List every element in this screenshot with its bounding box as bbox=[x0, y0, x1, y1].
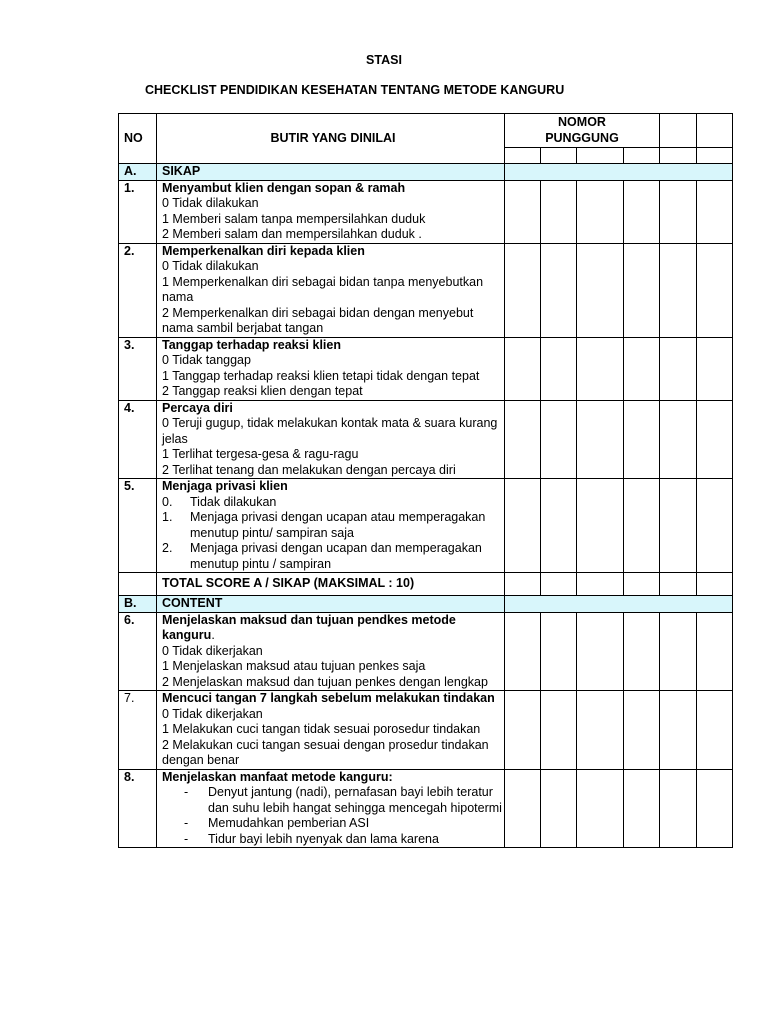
item-title-text: Tanggap terhadap reaksi klien bbox=[162, 337, 341, 352]
checklist-item-row bbox=[119, 180, 733, 243]
score-criterion: 0 Teruji gugup, tidak melakukan kontak mata & suara kurang jelas bbox=[162, 416, 498, 446]
score-criterion: 1 Terlihat tergesa-gesa & ragu-ragu bbox=[162, 447, 359, 461]
list-text: Tidur bayi lebih nyenyak dan lama karena bbox=[208, 831, 439, 846]
score-criterion: 0 Tidak tanggap bbox=[162, 353, 251, 367]
item-number: 4. bbox=[119, 400, 157, 479]
score-cell[interactable] bbox=[660, 479, 697, 573]
item-number: 5. bbox=[119, 479, 157, 573]
score-col-header bbox=[697, 114, 733, 148]
header-nomor: NOMOR bbox=[558, 115, 606, 129]
total-number bbox=[119, 573, 157, 596]
list-marker: 0. bbox=[162, 494, 173, 509]
score-cell[interactable] bbox=[660, 180, 697, 243]
criteria-list-item bbox=[162, 510, 504, 541]
list-marker: - bbox=[184, 831, 189, 846]
score-cell[interactable] bbox=[624, 180, 660, 243]
score-cell[interactable] bbox=[505, 769, 541, 848]
score-cell[interactable] bbox=[624, 243, 660, 337]
section-number: A. bbox=[119, 164, 157, 181]
score-cell[interactable] bbox=[660, 400, 697, 479]
item-title bbox=[162, 479, 504, 495]
score-col-header bbox=[660, 114, 697, 148]
list-text: Menjaga privasi dengan ucapan atau memperagakan menutup pintu/ sampiran saja bbox=[190, 510, 486, 540]
checklist-item-row bbox=[119, 400, 733, 479]
score-cell[interactable] bbox=[505, 243, 541, 337]
score-cell[interactable] bbox=[577, 769, 624, 848]
item-title bbox=[162, 401, 504, 417]
score-cell[interactable] bbox=[697, 573, 733, 596]
list-text: Menjaga privasi dengan ucapan dan memperagakan menutup pintu / sampiran bbox=[190, 541, 482, 571]
score-cell[interactable] bbox=[660, 337, 697, 400]
score-cell[interactable] bbox=[505, 337, 541, 400]
score-cell[interactable] bbox=[505, 400, 541, 479]
score-cell[interactable] bbox=[624, 573, 660, 596]
checklist-table bbox=[118, 113, 733, 848]
score-col-header bbox=[660, 148, 697, 164]
score-criterion: 1 Menjelaskan maksud atau tujuan penkes saja bbox=[162, 659, 426, 673]
section-row-a bbox=[119, 164, 733, 181]
score-cell[interactable] bbox=[541, 612, 577, 691]
checklist-item-row bbox=[119, 769, 733, 848]
score-cell[interactable] bbox=[624, 612, 660, 691]
section-row-b bbox=[119, 596, 733, 613]
item-number: 6. bbox=[119, 612, 157, 691]
header-no: NO bbox=[119, 114, 157, 164]
score-criterion: 1 Melakukan cuci tangan tidak sesuai porosedur tindakan bbox=[162, 722, 481, 736]
score-cell[interactable] bbox=[541, 479, 577, 573]
list-text: Tidak dilakukan bbox=[190, 494, 277, 509]
score-criterion: 1 Tanggap terhadap reaksi klien tetapi tidak dengan tepat bbox=[162, 368, 480, 383]
item-title-text: Mencuci tangan 7 langkah sebelum melakukan tindakan bbox=[162, 691, 495, 705]
checklist-item-row bbox=[119, 691, 733, 770]
score-cell[interactable] bbox=[697, 400, 733, 479]
score-criterion: 1 Memberi salam tanpa mempersilahkan duduk bbox=[162, 211, 426, 226]
score-cell[interactable] bbox=[697, 769, 733, 848]
criteria-list bbox=[162, 495, 504, 573]
score-cell[interactable] bbox=[577, 400, 624, 479]
score-cell[interactable] bbox=[541, 337, 577, 400]
item-title bbox=[162, 338, 504, 354]
section-score-span bbox=[505, 164, 733, 181]
score-cell[interactable] bbox=[505, 691, 541, 770]
item-number: 3. bbox=[119, 337, 157, 400]
score-col-header bbox=[505, 148, 541, 164]
score-cell[interactable] bbox=[505, 573, 541, 596]
score-cell[interactable] bbox=[624, 769, 660, 848]
score-cell[interactable] bbox=[541, 180, 577, 243]
item-description bbox=[157, 400, 505, 479]
item-description bbox=[157, 769, 505, 848]
list-text: Denyut jantung (nadi), pernafasan bayi lebih teratur dan suhu lebih hangat sehingga mencegah hipotermi bbox=[208, 785, 502, 815]
header-row-1 bbox=[119, 114, 733, 148]
section-label: CONTENT bbox=[157, 596, 505, 613]
score-cell[interactable] bbox=[660, 573, 697, 596]
score-cell[interactable] bbox=[660, 769, 697, 848]
score-cell[interactable] bbox=[505, 612, 541, 691]
score-cell[interactable] bbox=[541, 769, 577, 848]
score-cell[interactable] bbox=[697, 691, 733, 770]
score-cell[interactable] bbox=[660, 243, 697, 337]
checklist-item-row bbox=[119, 337, 733, 400]
score-cell[interactable] bbox=[624, 400, 660, 479]
total-score-row bbox=[119, 573, 733, 596]
score-criterion: 2 Memperkenalkan diri sebagai bidan dengan menyebut nama sambil berjabat tangan bbox=[162, 305, 474, 335]
score-cell[interactable] bbox=[660, 691, 697, 770]
checklist-item-row bbox=[119, 612, 733, 691]
item-number: 8. bbox=[119, 769, 157, 848]
score-col-header bbox=[624, 148, 660, 164]
checklist-item-row bbox=[119, 243, 733, 337]
page-heading-stasi: STASI bbox=[366, 53, 402, 67]
item-number: 1. bbox=[119, 180, 157, 243]
score-col-header bbox=[697, 148, 733, 164]
item-description bbox=[157, 612, 505, 691]
item-title-text: Percaya diri bbox=[162, 400, 233, 415]
score-cell[interactable] bbox=[577, 691, 624, 770]
item-title bbox=[162, 613, 504, 644]
item-description bbox=[157, 243, 505, 337]
score-criterion: 0 Tidak dilakukan bbox=[162, 196, 259, 210]
item-description bbox=[157, 691, 505, 770]
criteria-list-item bbox=[162, 785, 504, 816]
score-cell[interactable] bbox=[624, 479, 660, 573]
section-label: SIKAP bbox=[157, 164, 505, 181]
item-title-text: Menjelaskan maksud dan tujuan pendkes metode kanguru bbox=[162, 612, 456, 642]
item-title bbox=[162, 770, 504, 786]
score-criterion: 2 Tanggap reaksi klien dengan tepat bbox=[162, 384, 363, 398]
score-cell[interactable] bbox=[541, 243, 577, 337]
criteria-list-item bbox=[162, 816, 504, 832]
score-criterion: 0 Tidak dikerjakan bbox=[162, 643, 263, 658]
score-cell[interactable] bbox=[697, 337, 733, 400]
score-cell[interactable] bbox=[541, 691, 577, 770]
header-butir: BUTIR YANG DINILAI bbox=[157, 114, 505, 164]
list-marker: 2. bbox=[162, 541, 173, 555]
item-title-text: Menjelaskan manfaat metode kanguru: bbox=[162, 769, 393, 784]
criteria-list-item bbox=[162, 832, 504, 848]
score-cell[interactable] bbox=[697, 243, 733, 337]
score-cell[interactable] bbox=[505, 479, 541, 573]
list-marker: 1. bbox=[162, 510, 173, 524]
header-punggung: PUNGGUNG bbox=[545, 130, 619, 145]
score-cell[interactable] bbox=[624, 691, 660, 770]
item-description bbox=[157, 479, 505, 573]
criteria-list bbox=[162, 785, 504, 847]
item-title bbox=[162, 691, 504, 707]
score-criterion: 2 Memberi salam dan mempersilahkan duduk . bbox=[162, 227, 422, 241]
total-score-label: TOTAL SCORE A / SIKAP (MAKSIMAL : 10) bbox=[157, 573, 505, 596]
item-title-suffix: . bbox=[211, 628, 215, 642]
score-cell[interactable] bbox=[577, 479, 624, 573]
item-title bbox=[162, 181, 504, 197]
score-cell[interactable] bbox=[624, 337, 660, 400]
score-col-header bbox=[577, 148, 624, 164]
checklist-item-row bbox=[119, 479, 733, 573]
score-cell[interactable] bbox=[577, 573, 624, 596]
item-title-text: Menyambut klien dengan sopan & ramah bbox=[162, 180, 406, 195]
section-score-span bbox=[505, 596, 733, 613]
list-marker: - bbox=[184, 785, 189, 799]
criteria-list-item bbox=[162, 495, 504, 511]
score-criterion: 2 Melakukan cuci tangan sesuai dengan prosedur tindakan dengan benar bbox=[162, 737, 489, 767]
score-col-header bbox=[541, 148, 577, 164]
item-title-text: Menjaga privasi klien bbox=[162, 479, 288, 493]
item-description bbox=[157, 337, 505, 400]
score-cell[interactable] bbox=[505, 180, 541, 243]
item-title-text: Memperkenalkan diri kepada klien bbox=[162, 243, 365, 258]
score-cell[interactable] bbox=[577, 243, 624, 337]
item-number: 7. bbox=[119, 691, 157, 770]
list-marker: - bbox=[184, 816, 189, 830]
section-number: B. bbox=[119, 596, 157, 613]
header-nomor-punggung bbox=[505, 114, 660, 148]
score-criterion: 0 Tidak dikerjakan bbox=[162, 706, 263, 721]
score-cell[interactable] bbox=[697, 180, 733, 243]
score-cell[interactable] bbox=[697, 612, 733, 691]
item-title bbox=[162, 244, 504, 260]
score-criterion: 1 Memperkenalkan diri sebagai bidan tanpa menyebutkan nama bbox=[162, 274, 484, 304]
score-criterion: 2 Terlihat tenang dan melakukan dengan percaya diri bbox=[162, 462, 456, 477]
criteria-list-item bbox=[162, 541, 504, 572]
item-number: 2. bbox=[119, 243, 157, 337]
score-criterion: 2 Menjelaskan maksud dan tujuan penkes dengan lengkap bbox=[162, 674, 488, 689]
list-text: Memudahkan pemberian ASI bbox=[208, 816, 370, 830]
score-cell[interactable] bbox=[541, 573, 577, 596]
score-cell[interactable] bbox=[541, 400, 577, 479]
score-cell[interactable] bbox=[577, 180, 624, 243]
score-cell[interactable] bbox=[577, 612, 624, 691]
document-title: CHECKLIST PENDIDIKAN KESEHATAN TENTANG METODE KANGURU bbox=[145, 83, 565, 97]
item-description bbox=[157, 180, 505, 243]
score-cell[interactable] bbox=[660, 612, 697, 691]
score-criterion: 0 Tidak dilakukan bbox=[162, 259, 259, 273]
score-cell[interactable] bbox=[577, 337, 624, 400]
score-cell[interactable] bbox=[697, 479, 733, 573]
